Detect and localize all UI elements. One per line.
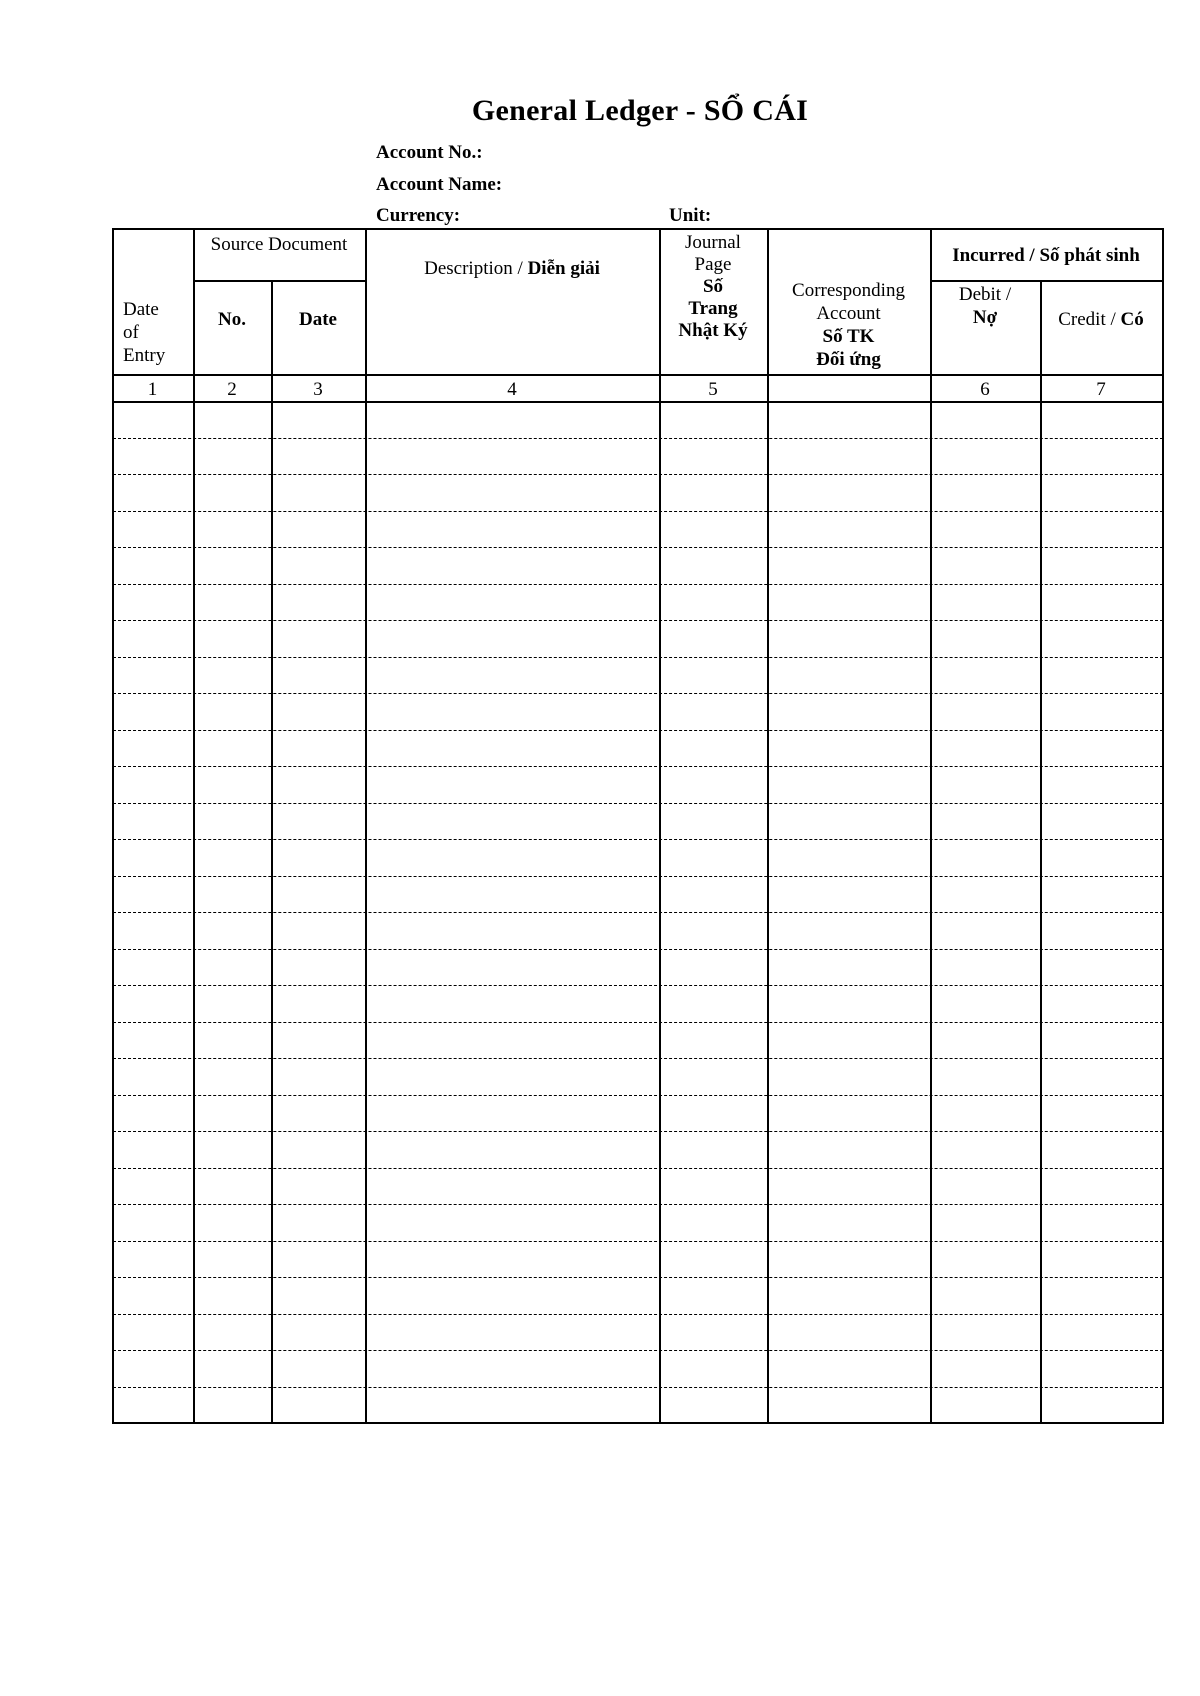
column-number: 2	[227, 379, 237, 400]
row-line	[113, 1314, 1163, 1315]
row-line	[113, 474, 1163, 475]
row-line	[113, 547, 1163, 548]
column-number: 7	[1096, 379, 1106, 400]
header-corresponding-account	[767, 279, 930, 371]
header-journal-page-line: Page	[694, 254, 732, 275]
table-bottom-border	[112, 1422, 1164, 1424]
source-document-divider	[193, 280, 365, 282]
header-incurred: Incurred / Số phát sinh	[952, 245, 1140, 266]
header-date-of-entry-line: Date	[123, 299, 159, 320]
header-description-en: Description /	[424, 258, 528, 279]
row-line	[113, 949, 1163, 950]
account-name-label: Account Name:	[376, 174, 503, 195]
row-line	[113, 876, 1163, 877]
header-corresponding-line: Corresponding	[792, 280, 905, 301]
header-description	[365, 257, 659, 280]
column-number: 3	[313, 379, 323, 400]
header-journal-page	[659, 232, 767, 342]
header-description-vi: Diễn giải	[527, 258, 600, 279]
column-number: 4	[507, 379, 517, 400]
row-line	[113, 1131, 1163, 1132]
header-journal-page-line: Journal	[685, 232, 741, 253]
row-line	[113, 657, 1163, 658]
column-number: 5	[708, 379, 718, 400]
header-date-of-entry	[123, 298, 165, 367]
header-journal-page-vi-line: Nhật Ký	[678, 320, 748, 341]
column-number: 1	[147, 379, 158, 400]
row-line	[113, 1022, 1163, 1023]
header-source-no: No.	[218, 309, 246, 330]
row-line	[113, 438, 1163, 439]
col-border-8	[1162, 228, 1164, 1424]
header-credit	[1040, 308, 1162, 331]
col-border-6	[930, 228, 932, 1424]
header-corresponding-vi-line: Đối ứng	[816, 349, 881, 370]
header-debit-vi: Nợ	[972, 307, 998, 328]
header-date-of-entry-line: of	[123, 322, 139, 343]
row-line	[113, 730, 1163, 731]
col-border-4	[659, 228, 661, 1424]
row-line	[113, 1095, 1163, 1096]
header-journal-page-vi-line: Trang	[688, 298, 738, 319]
row-line	[113, 1387, 1163, 1388]
row-line	[113, 620, 1163, 621]
header-corresponding-vi-line: Số TK	[822, 326, 875, 347]
header-journal-page-vi-line: Số	[702, 276, 724, 297]
col-border-5	[767, 228, 769, 1424]
row-line	[113, 1168, 1163, 1169]
col-border-7	[1040, 280, 1042, 1424]
header-bottom-border	[112, 374, 1164, 376]
table-top-border	[112, 228, 1164, 230]
header-source-document: Source Document	[210, 234, 348, 255]
row-line	[113, 693, 1163, 694]
header-debit	[930, 283, 1040, 329]
currency-label: Currency:	[376, 205, 461, 226]
header-source-date: Date	[299, 309, 337, 330]
account-no-label: Account No.:	[376, 142, 483, 163]
unit-label: Unit:	[669, 205, 712, 226]
row-line	[113, 766, 1163, 767]
row-line	[113, 1058, 1163, 1059]
col-border-0	[112, 228, 114, 1424]
page-title: General Ledger - SỔ CÁI	[471, 94, 809, 127]
col-border-2	[271, 280, 273, 1424]
header-credit-en: Credit /	[1058, 309, 1121, 330]
header-debit-en: Debit /	[958, 284, 1012, 305]
row-line	[113, 584, 1163, 585]
row-line	[113, 803, 1163, 804]
header-corresponding-line: Account	[816, 303, 881, 324]
col-border-3	[365, 228, 367, 1424]
row-line	[113, 1204, 1163, 1205]
row-line	[113, 1277, 1163, 1278]
row-line	[113, 1241, 1163, 1242]
numbers-row-border	[112, 401, 1164, 403]
header-date-of-entry-line: Entry	[123, 345, 166, 366]
row-line	[113, 511, 1163, 512]
header-credit-vi: Có	[1120, 309, 1144, 330]
col-border-1	[193, 228, 195, 1424]
row-line	[113, 985, 1163, 986]
row-line	[113, 839, 1163, 840]
column-number: 6	[980, 379, 990, 400]
incurred-divider	[930, 280, 1164, 282]
row-line	[113, 1350, 1163, 1351]
row-line	[113, 912, 1163, 913]
